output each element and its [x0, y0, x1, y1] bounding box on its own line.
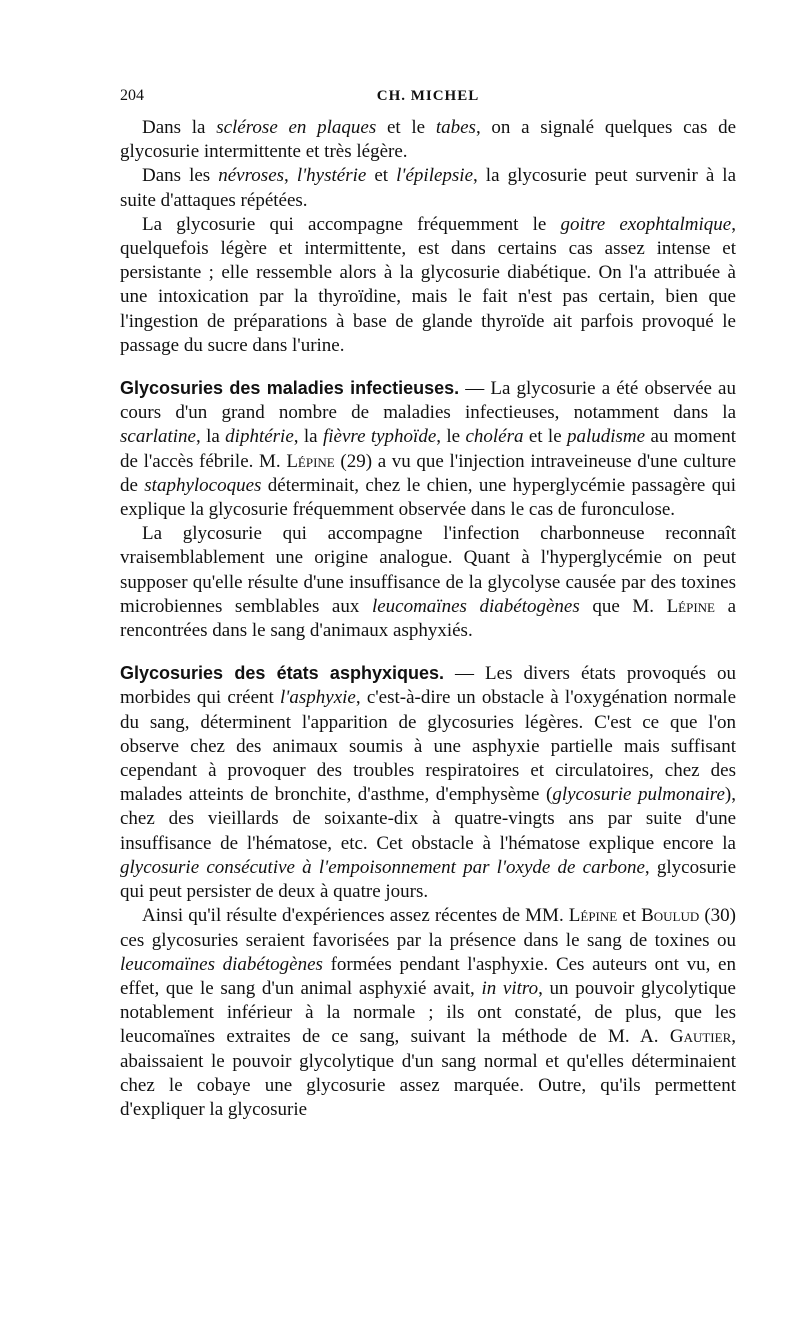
page-number: 204: [120, 87, 144, 104]
section-maladies-infectieuses: Glycosuries des maladies infectieuses. — La glycosurie a été observée au cours d'un grand nombre de maladies infectieuses, notamment dans la scarlatine, la diphtérie, la fièvre typhoïde, le choléra et le paludisme au moment de l'accès fébrile. M. Lépine (29) a vu que l'injection intraveineuse d'une culture de staphylocoques déterminait, chez le chien, une hyperglycémie passagère qui explique la glycosurie fréquemment observée dans le cas de furonculose.: [120, 378, 736, 521]
paragraph-nevroses: Dans les névroses, l'hystérie et l'épilepsie, la glycosurie peut survenir à la suite d'attaques répétées.: [120, 165, 737, 211]
paragraph-charbon: La glycosurie qui accompagne l'infection charbonneuse reconnaît vraisemblablement une origine analogue. Quant à l'hyperglycémie on peut supposer qu'elle résulte d'une insuffisance de la glycolyse causée par des toxines microbiennes semblables aux leucomaïnes diabétogènes que M. Lépine a rencontrées dans le sang d'animaux asphyxiés.: [120, 523, 737, 642]
section-heading: Glycosuries des maladies infectieuses.: [120, 378, 460, 399]
section-etats-asphyxiques: Glycosuries des états asphyxiques. — Les divers états provoqués ou morbides qui créent l'asphyxie, c'est-à-dire un obstacle à l'oxygénation normale du sang, déterminent l'apparition de glycosuries légères. C'est ce que l'on observe chez des animaux soumis à une asphyxie partielle mais suffisant cependant à provoquer des troubles respiratoires et circulatoires, chez des malades atteints de bronchite, d'asthme, d'emphysème (glycosurie pulmonaire), chez des vieillards de soixante-dix à quatre-vingts ans par suite d'une insuffisance de l'hématose, etc. Cet obstacle à l'hématose explique encore la glycosurie consécutive à l'empoisonnement par l'oxyde de carbone, glycosurie qui peut persister de deux à quatre jours.: [120, 663, 736, 903]
paragraph-sclerose: Dans la sclérose en plaques et le tabes, on a signalé quelques cas de glycosurie intermittente et très légère.: [120, 117, 736, 163]
section-heading: Glycosuries des états asphyxiques.: [120, 663, 444, 684]
page-header: [120, 84, 736, 108]
paragraph-goitre: La glycosurie qui accompagne fréquemment le goitre exophtalmique, quelquefois légère et intermittente, est dans certains cas assez intense et persistante ; elle ressemble alors à la glycosurie diabétique. On l'a attribuée à une intoxication par la thyroïdine, mais le fait n'est pas certain, bien que l'ingestion de préparations à base de glande thyroïde ait parfois provoqué le passage du sucre dans l'urine.: [120, 213, 736, 356]
running-head: CH. MICHEL: [376, 88, 480, 104]
document-page: [120, 84, 736, 1122]
paragraph-lepine-boulud: Ainsi qu'il résulte d'expériences assez récentes de MM. Lépine et Boulud (30) ces glycosuries seraient favorisées par la présence dans le sang de toxines ou leucomaïnes diabétogènes formées pendant l'asphyxie. Ces auteurs ont vu, en effet, que le sang d'un animal asphyxié avait, in vitro, un pouvoir glycolytique notablement inférieur à la normale ; ils ont constaté, de plus, que les leucomaïnes extraites de ce sang, suivant la méthode de M. A. Gautier, abaissaient le pouvoir glycolytique d'un sang normal et qu'elles déterminaient chez le cobaye une glycosurie assez marquée. Outre, qu'ils permettent d'expliquer la glycosurie: [120, 905, 736, 1120]
